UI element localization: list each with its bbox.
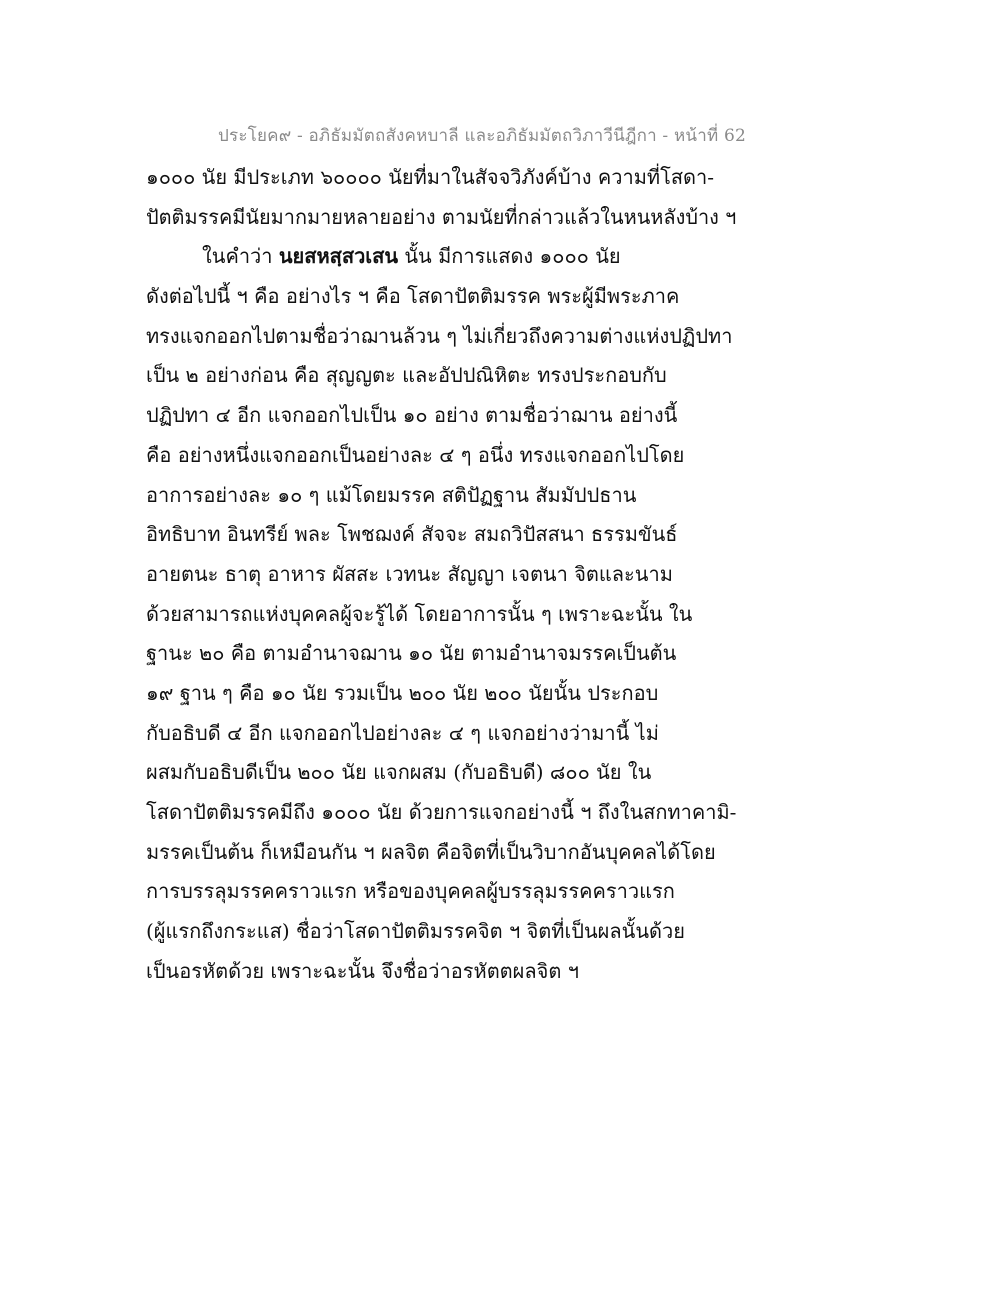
text-line: เป็นอรหัตด้วย เพราะฉะนั้น จึงชื่อว่าอรหัตตผลจิต ฯ [146,958,579,983]
body-text [146,158,736,991]
bold-term: นยสหสฺสวเสน [278,244,399,269]
text-segment: ในคำว่า [202,244,279,269]
text-line: อายตนะ ธาตุ อาหาร ผัสสะ เวทนะ สัญญา เจตนา จิตและนาม [146,561,673,586]
text-line: ผสมกับอธิบดีเป็น ๒๐๐ นัย แจกผสม (กับอธิบดี) ๘๐๐ นัย ใน [146,760,652,785]
text-line: คือ อย่างหนึ่งแจกออกเป็นอย่างละ ๔ ๆ อนึ่ง ทรงแจกออกไปโดย [146,442,685,467]
text-line: ๑๐๐๐ นัย มีประเภท ๖๐๐๐๐ นัยที่มาในสัจจวิภังค์บ้าง ความที่โสดา- [146,165,715,189]
page-header: ประโยค๙ - อภิธัมมัตถสังคหบาลี และอภิธัมมัตถวิภาวีนีฎีกา - หน้าที่ 62 [218,126,746,146]
text-line: ดังต่อไปนี้ ฯ คือ อย่างไร ฯ คือ โสดาปัตติมรรค พระผู้มีพระภาค [146,284,680,309]
text-line: การบรรลุมรรคคราวแรก หรือของบุคคลผู้บรรลุมรรคคราวแรก [146,879,675,904]
text-line: ด้วยสามารถแห่งบุคคลผู้จะรู้ได้ โดยอาการนั้น ๆ เพราะฉะนั้น ใน [146,601,693,626]
text-line: ปัตติมรรคมีนัยมากมายหลายอย่าง ตามนัยที่กล่าวแล้วในหนหลังบ้าง ฯ [146,204,737,229]
text-line: โสดาปัตติมรรคมีถึง ๑๐๐๐ นัย ด้วยการแจกอย่างนี้ ฯ ถึงในสกทาคามิ- [146,800,737,824]
text-line: ฐานะ ๒๐ คือ ตามอำนาจฌาน ๑๐ นัย ตามอำนาจมรรคเป็นต้น [146,641,677,666]
text-line-paragraph-start [146,237,736,277]
text-line: มรรคเป็นต้น ก็เหมือนกัน ฯ ผลจิต คือจิตที่เป็นวิบากอันบุคคลได้โดย [146,839,716,864]
text-line: ปฏิปทา ๔ อีก แจกออกไปเป็น ๑๐ อย่าง ตามชื่อว่าฌาน อย่างนี้ [146,403,678,428]
text-line: อิทธิบาท อินทรีย์ พละ โพชฌงค์ สัจจะ สมถวิปัสสนา ธรรมขันธ์ [146,522,678,547]
text-line: อาการอย่างละ ๑๐ ๆ แม้โดยมรรค สติปัฏฐาน สัมมัปปธาน [146,482,637,507]
text-line: (ผู้แรกถึงกระแส) ชื่อว่าโสดาปัตติมรรคจิต ฯ จิตที่เป็นผลนั้นด้วย [146,919,685,944]
text-line: ทรงแจกออกไปตามชื่อว่าฌานล้วน ๆ ไม่เกี่ยวถึงความต่างแห่งปฏิปทา [146,323,733,348]
text-segment: นั้น มีการแสดง ๑๐๐๐ นัย [398,244,621,269]
text-line: ๑๙ ฐาน ๆ คือ ๑๐ นัย รวมเป็น ๒๐๐ นัย ๒๐๐ นัยนั้น ประกอบ [146,680,659,705]
text-line: กับอธิบดี ๔ อีก แจกออกไปอย่างละ ๔ ๆ แจกอย่างว่ามานี้ ไม่ [146,720,659,745]
text-line: เป็น ๒ อย่างก่อน คือ สุญญตะ และอัปปณิหิตะ ทรงประกอบกับ [146,363,667,388]
